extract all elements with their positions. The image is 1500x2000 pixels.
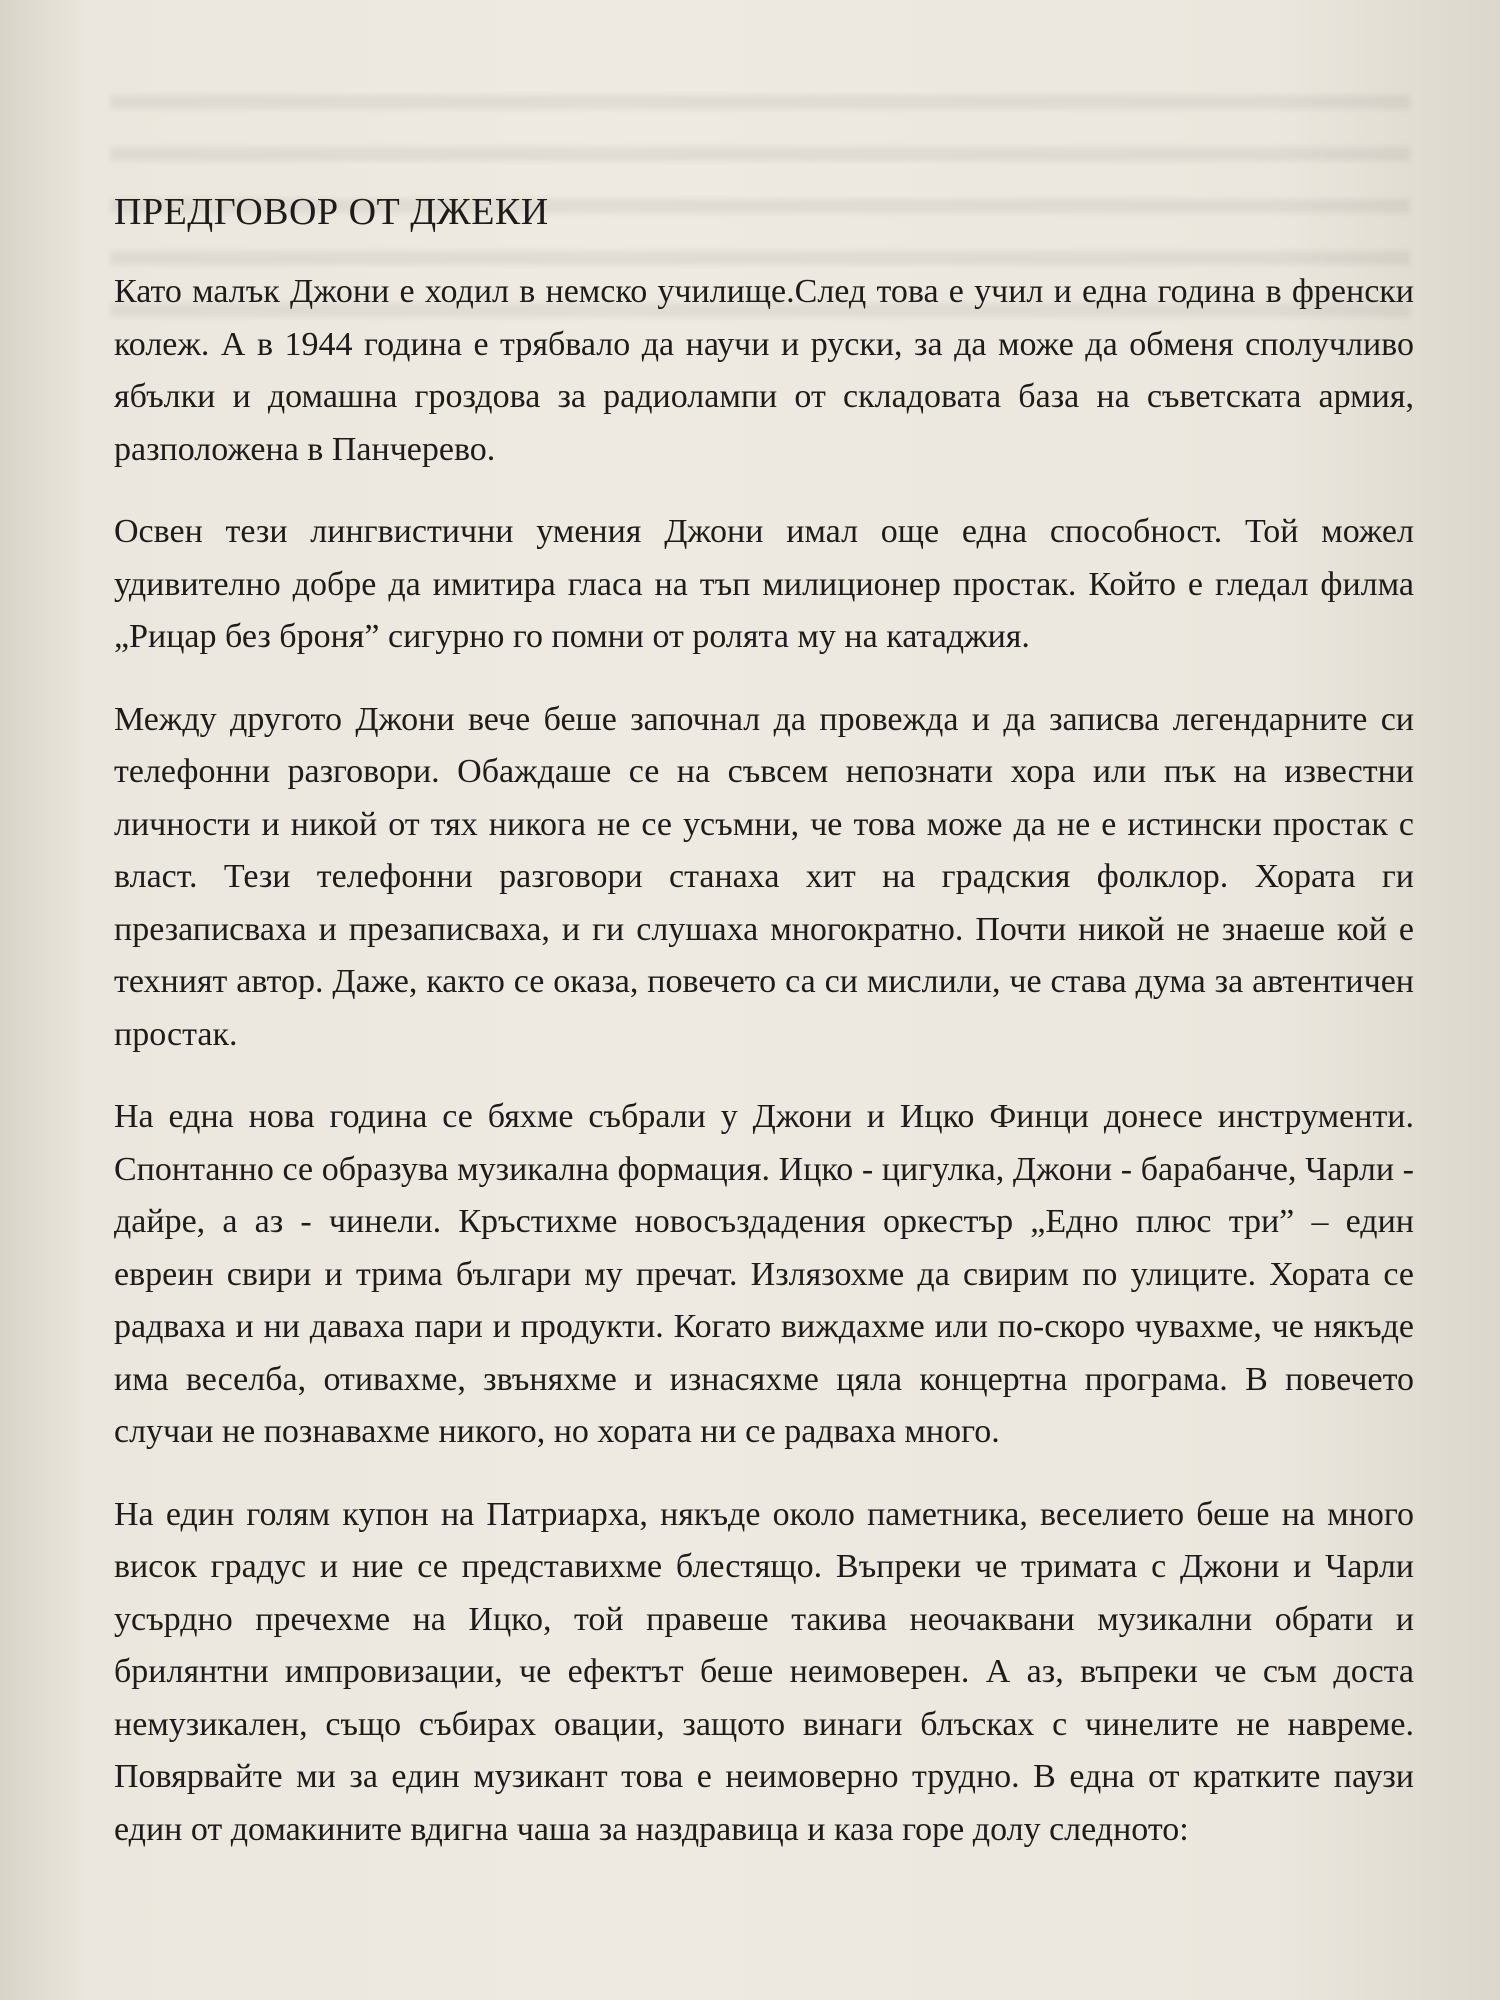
paragraph-2: Освен тези лингвистични умения Джони имал още една способност. Той можел удивително добре да имитира гласа на тъп милиционер простак. Който е гледал филма „Рицар без броня” сигурно го помни от ролята му на катаджия. <box>114 513 1414 655</box>
paragraph-3: Между другото Джони вече беше започнал да провежда и да записва легендарните си телефонни разговори. Обаждаше се на съвсем непознати хора или пък на известни личности и никой от тях никога не се усъмни, че това може да не е истински простак с власт. Тези телефонни разговори станаха хит на градския фолклор. Хората ги презаписваха и презаписваха, и ги слушаха многократно. Почти никой не знаеше кой е техният автор. Даже, както се оказа, повечето са си мислили, че става дума за автентичен простак. <box>114 700 1414 1053</box>
paragraph-1: Като малък Джони е ходил в немско училище.След това е учил и една година в френски колеж. А в 1944 година е трябвало да научи и руски, за да може да обменя сполучливо ябълки и домашна гроздова за радиолампи от складовата база на съветската армия, разположена в Панчерево. <box>114 273 1414 468</box>
chapter-heading: ПРЕДГОВОР ОТ ДЖЕКИ <box>114 191 549 233</box>
page-content <box>114 190 1414 1886</box>
paragraph-4: На една нова година се бяхме събрали у Джони и Ицко Финци донесе инструменти. Спонтанно се образува музикална формация. Ицко - цигулка, Джони - барабанче, Чарли - дайре, а аз - чинели. Кръстихме новосъздадения оркестър „Едно плюс три” – един евреин свири и трима българи му пречат. Излязохме да свирим по улиците. Хората се радваха и ни даваха пари и продукти. Когато виждахме или по-скоро чувахме, че някъде има веселба, отивахме, звъняхме и изнасяхме цяла концертна програма. В повечето случаи не познавахме никого, но хората ни се радваха много. <box>114 1098 1414 1450</box>
paragraph-5: На един голям купон на Патриарха, някъде около паметника, веселието беше на много висок градус и ние се представихме блестящо. Въпреки че тримата с Джони и Чарли усърдно пречехме на Ицко, той правеше такива неочаквани музикални обрати и брилянтни импровизации, че ефектът беше неимоверен. А аз, въпреки че съм доста немузикален, също събирах овации, защото винаги блъсках с чинелите не навреме. Повярвайте ми за един музикант това е неимоверно трудно. В една от кратките паузи един от домакините вдигна чаша за наздравица и каза горе долу следното: <box>114 1495 1414 1848</box>
